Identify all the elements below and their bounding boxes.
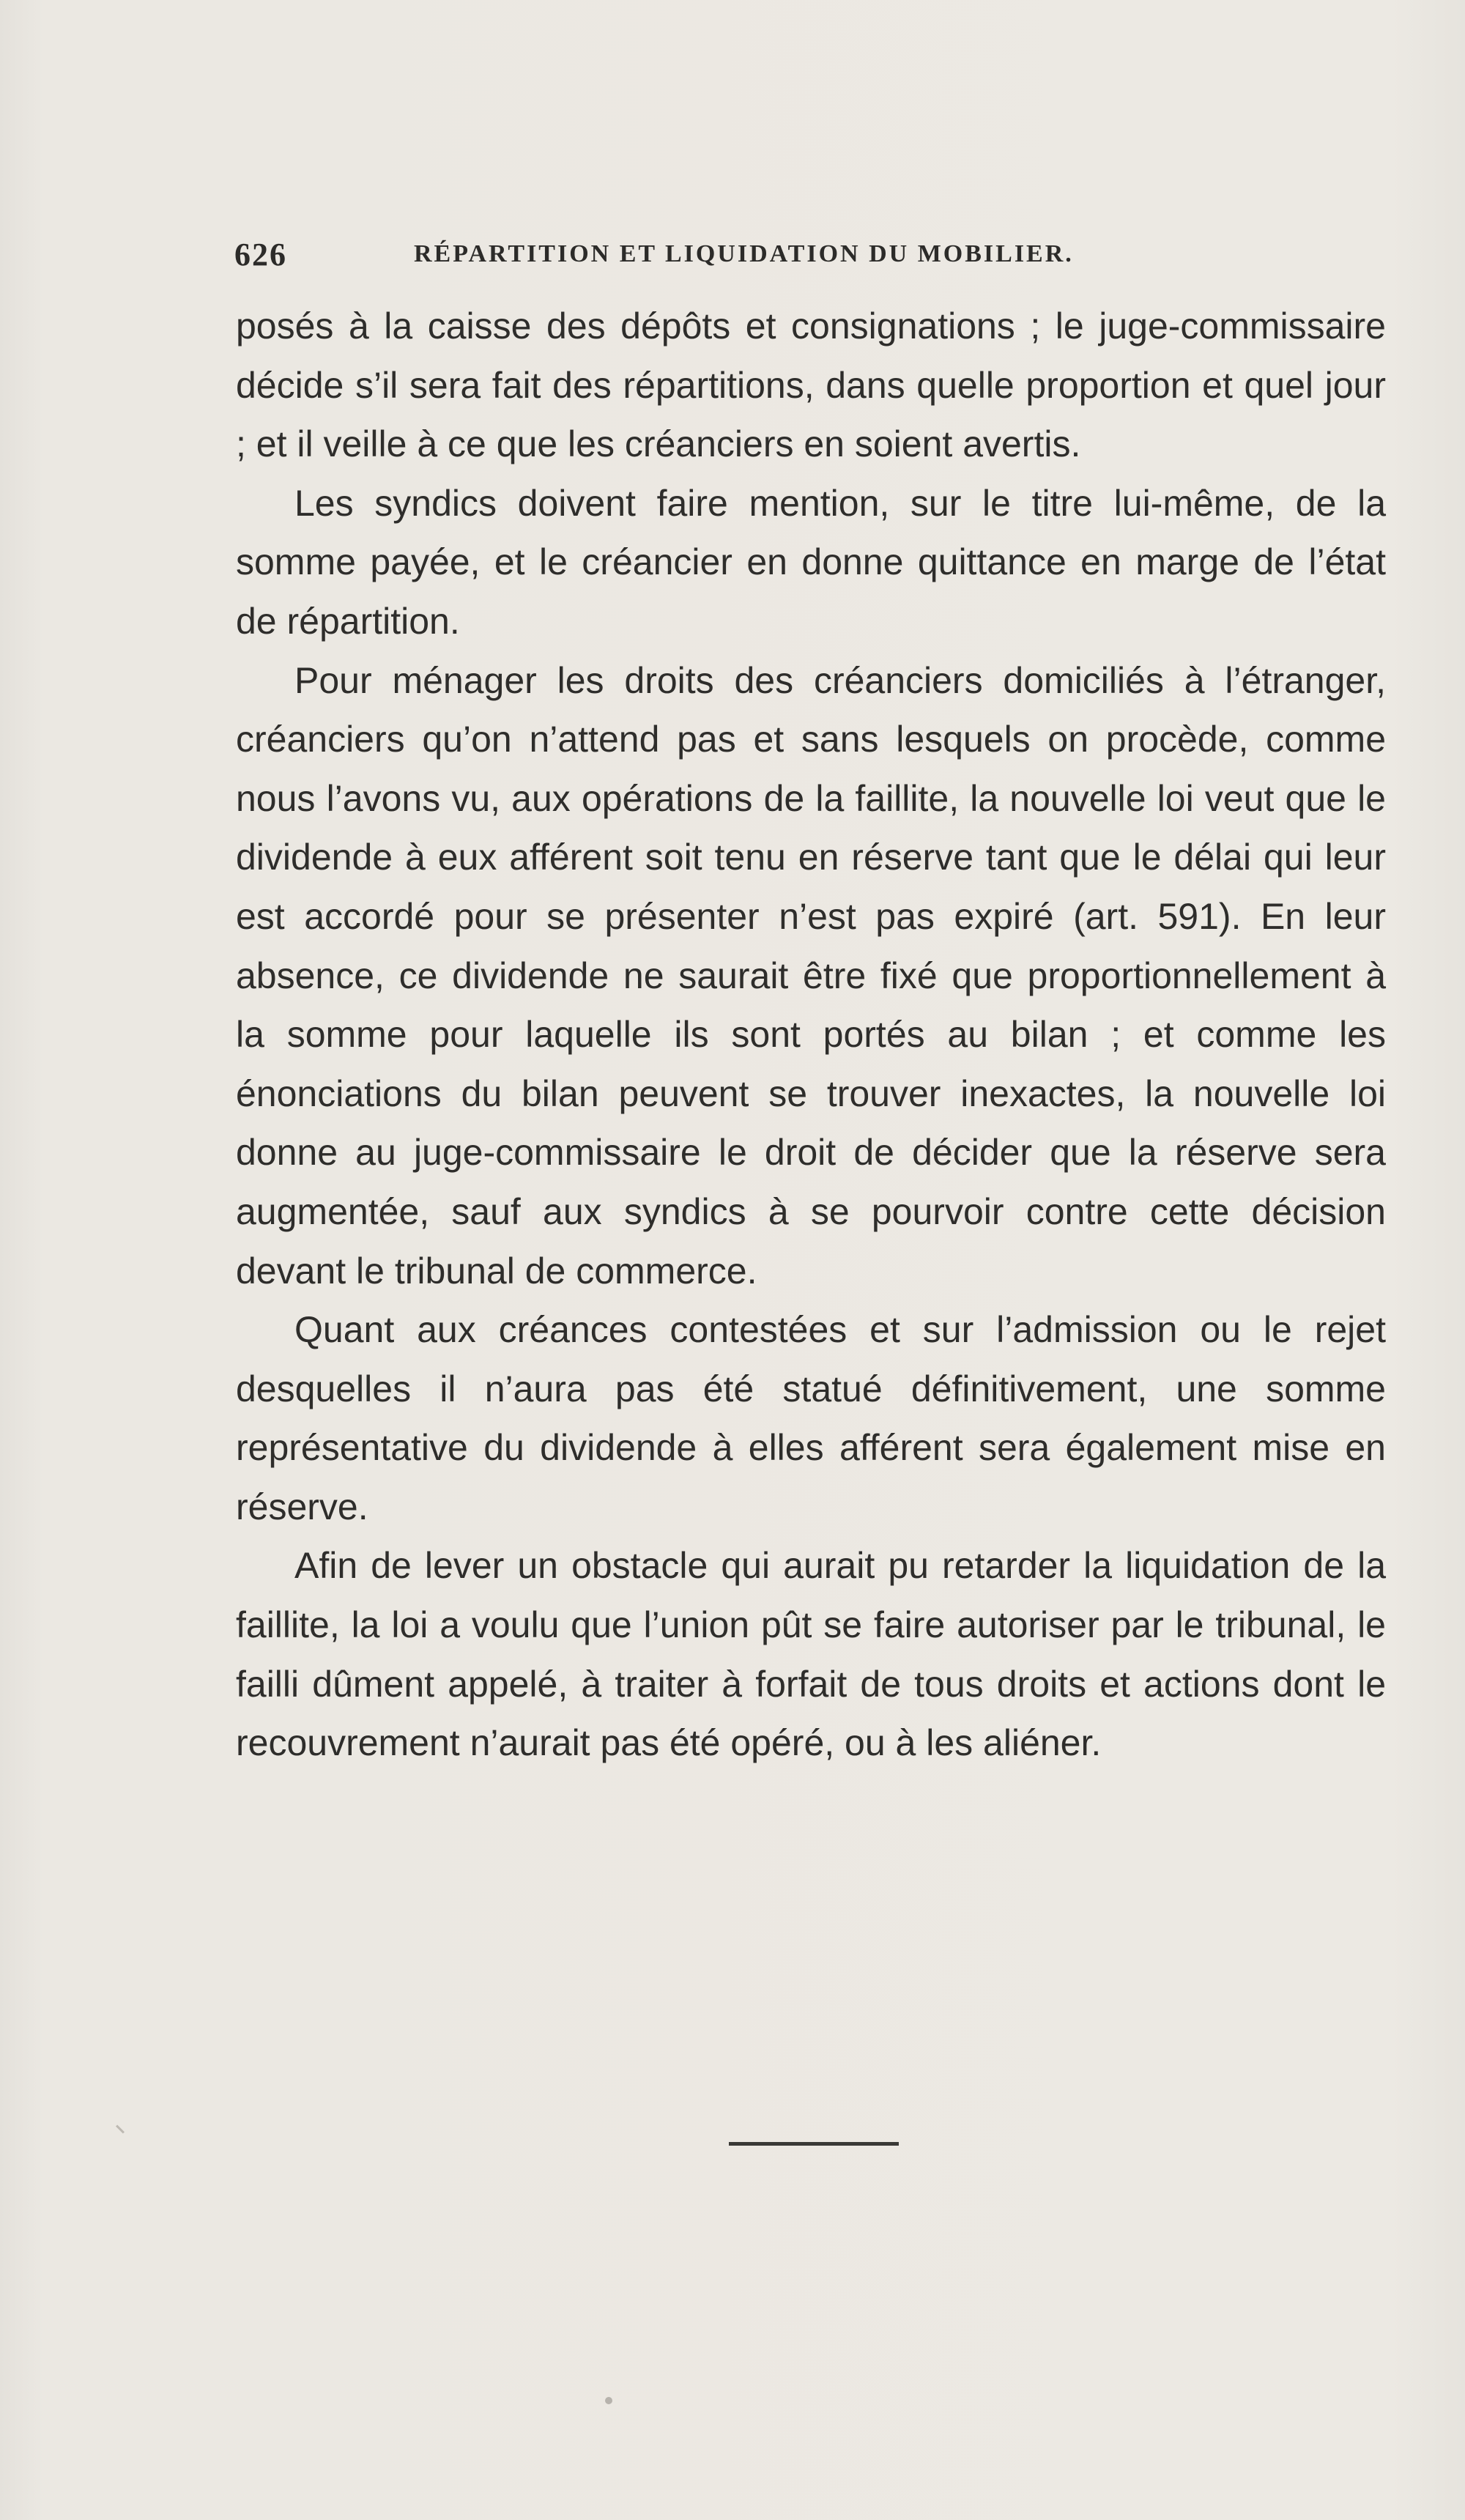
paper-speck (605, 2397, 612, 2404)
paragraph-1: posés à la caisse des dépôts et consignations ; le juge-commissaire décide s’il sera fait des répartitions, dans quelle proportion et quel jour ; et il veille à ce que les créanciers en soient avertis. (236, 305, 1386, 465)
paragraph-4: Quant aux créances contestées et sur l’admission ou le rejet desquelles il n’aura pas été statué définitivement, une somme représentative du dividende à elles afférent sera également mise en réserve. (236, 1309, 1386, 1527)
paragraph-3: Pour ménager les droits des créanciers domiciliés à l’étranger, créanciers qu’on n’attend pas et sans lesquels on procède, comme nous l’avons vu, aux opérations de la faillite, la nouvelle loi veut que le dividende à eux afférent soit tenu en réserve tant que le délai qui leur est accordé pour se présenter n’est pas expiré (art. 591). En leur absence, ce dividende ne saurait être fixé que proportionnellement à la somme pour laquelle ils sont portés au bilan ; et comme les énonciations du bilan peuvent se trouver inexactes, la nouvelle loi donne au juge-commissaire le droit de décider que la réserve sera augmentée, sauf aux syndics à se pourvoir contre cette décision devant le tribunal de commerce. (236, 659, 1386, 1292)
page-number: 626 (234, 237, 287, 273)
body-text (236, 297, 1386, 1773)
paper-mark (116, 2124, 125, 2133)
end-rule (729, 2142, 899, 2146)
paragraph-5: Afin de lever un obstacle qui aurait pu retarder la liquidation de la faillite, la loi a voulu que l’union pût se faire autoriser par le tribunal, le failli dûment appelé, à traiter à forfait de tous droits et actions dont le recouvrement n’aurait pas été opéré, ou à les aliéner. (236, 1545, 1386, 1764)
paragraph-2: Les syndics doivent faire mention, sur le titre lui-même, de la somme payée, et le créancier en donne quittance en marge de l’état de répartition. (236, 482, 1386, 642)
running-head: RÉPARTITION ET LIQUIDATION DU MOBILIER. (414, 240, 1074, 267)
page-header (234, 236, 1377, 280)
